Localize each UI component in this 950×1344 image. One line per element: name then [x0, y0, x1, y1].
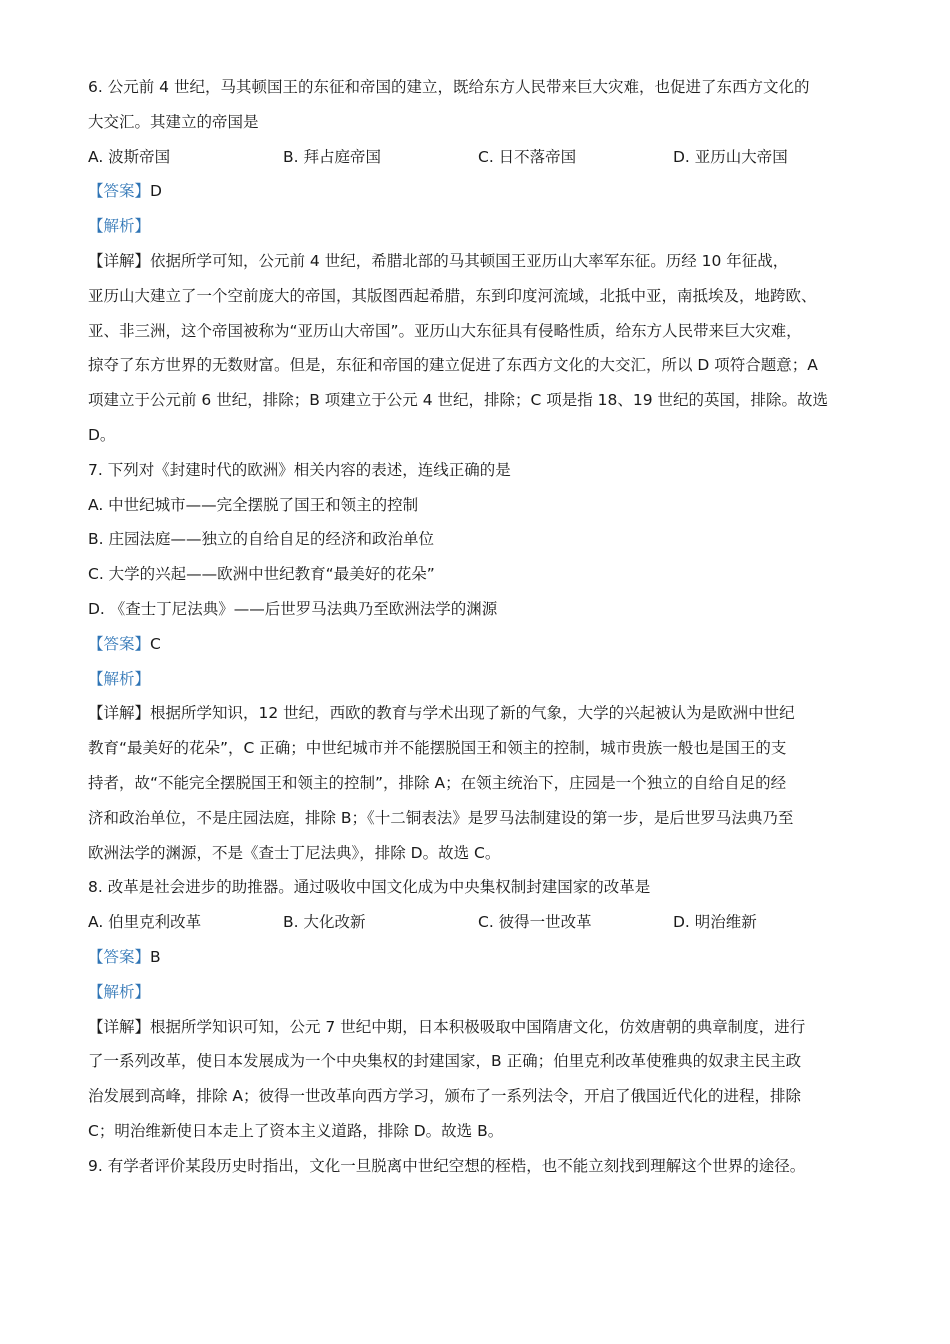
- q9-number: 9.: [88, 1156, 103, 1175]
- q6-detail-line: 【详解】依据所学可知，公元前 4 世纪，希腊北部的马其顿国王亚历山大率军东征。历经 10 年征战，: [88, 251, 789, 270]
- q7-answer: 【答案】C: [88, 634, 161, 653]
- q6-option-d: D. 亚历山大帝国: [673, 147, 788, 166]
- q6-detail-line: 掠夺了东方世界的无数财富。但是，东征和帝国的建立促进了东西方文化的大交汇，所以 D 项符合题意；A: [88, 356, 818, 375]
- q8-detail-line: 了一系列改革，使日本发展成为一个中央集权的封建国家，B 正确；伯里克利改革使雅典的奴隶主民主政: [88, 1052, 802, 1071]
- q8-option-d: D. 明治维新: [673, 913, 757, 932]
- q6-stem-line-2: 大交汇。其建立的帝国是: [88, 112, 259, 131]
- q6-number: 6.: [88, 78, 103, 96]
- q7-option-b: B. 庄园法庭——独立的自给自足的经济和政治单位: [88, 530, 434, 549]
- q8-option-a: A. 伯里克利改革: [88, 913, 202, 932]
- q8-option-c: C. 彼得一世改革: [478, 913, 592, 932]
- q6-detail-line: 亚历山大建立了一个空前庞大的帝国，其版图西起希腊，东到印度河流域，北抵中亚，南抵埃及，地跨欧、: [88, 286, 817, 305]
- q8-stem: 8. 改革是社会进步的助推器。通过吸收中国文化成为中央集权制封建国家的改革是: [88, 878, 651, 897]
- q6-detail-line: D。: [88, 425, 116, 444]
- q7-detail-line: 教育“最美好的花朵”，C 正确；中世纪城市并不能摆脱国王和领主的控制，城市贵族一般也是国王的支: [88, 739, 787, 758]
- q8-number: 8.: [88, 878, 103, 897]
- q7-option-a: A. 中世纪城市——完全摆脱了国王和领主的控制: [88, 495, 419, 514]
- q7-option-d: D. 《查士丁尼法典》——后世罗马法典乃至欧洲法学的渊源: [88, 599, 498, 618]
- q7-detail-line: 济和政治单位，不是庄园法庭，排除 B；《十二铜表法》是罗马法制建设的第一步，是后世罗马法典乃至: [88, 808, 794, 827]
- q6-option-b: B. 拜占庭帝国: [283, 147, 381, 166]
- q6-answer: 【答案】D: [88, 182, 162, 201]
- q7-option-c: C. 大学的兴起——欧洲中世纪教育“最美好的花朵”: [88, 565, 435, 584]
- q7-detail-line: 欧洲法学的渊源，不是《查士丁尼法典》，排除 D。故选 C。: [88, 843, 501, 862]
- exam-page: [88, 70, 868, 1184]
- q6-option-a: A. 波斯帝国: [88, 147, 171, 166]
- q8-options: [88, 905, 868, 940]
- q8-detail-line: C；明治维新使日本走上了资本主义道路，排除 D。故选 B。: [88, 1121, 504, 1140]
- q9-stem: 9. 有学者评价某段历史时指出，文化一旦脱离中世纪空想的桎梏，也不能立刻找到理解这个世界的途径。: [88, 1156, 806, 1175]
- q6-stem-line-1: 6. 公元前 4 世纪，马其顿国王的东征和帝国的建立，既给东方人民带来巨大灾难，也促进了东西方文化的: [88, 78, 810, 96]
- q7-stem: 7. 下列对《封建时代的欧洲》相关内容的表述，连线正确的是: [88, 460, 511, 479]
- q6-detail-line: 亚、非三洲，这个帝国被称为“亚历山大帝国”。亚历山大东征具有侵略性质，给东方人民带来巨大灾难，: [88, 321, 802, 340]
- q8-answer: 【答案】B: [88, 947, 161, 966]
- q7-detail-line: 持者，故“不能完全摆脱国王和领主的控制”，排除 A；在领主统治下，庄园是一个独立的自给自足的经: [88, 773, 787, 792]
- q8-analysis-tag: 【解析】: [88, 982, 151, 1001]
- q8-detail-line: 治发展到高峰，排除 A；彼得一世改革向西方学习，颁布了一系列法令，开启了俄国近代化的进程，排除: [88, 1087, 802, 1106]
- q7-detail-line: 【详解】根据所学知识，12 世纪，西欧的教育与学术出现了新的气象，大学的兴起被认为是欧洲中世纪: [88, 704, 795, 723]
- q6-detail-line: 项建立于公元前 6 世纪，排除；B 项建立于公元 4 世纪，排除；C 项是指 18、19 世纪的英国，排除。故选: [88, 391, 829, 410]
- q8-detail-line: 【详解】根据所学知识可知，公元 7 世纪中期，日本积极吸取中国隋唐文化，仿效唐朝的典章制度，进行: [88, 1017, 806, 1036]
- q8-option-b: B. 大化改新: [283, 913, 366, 932]
- q7-number: 7.: [88, 460, 103, 479]
- q6-option-c: C. 日不落帝国: [478, 147, 577, 166]
- q7-analysis-tag: 【解析】: [88, 669, 151, 688]
- q6-options: [88, 140, 868, 175]
- q6-analysis-tag: 【解析】: [88, 217, 151, 236]
